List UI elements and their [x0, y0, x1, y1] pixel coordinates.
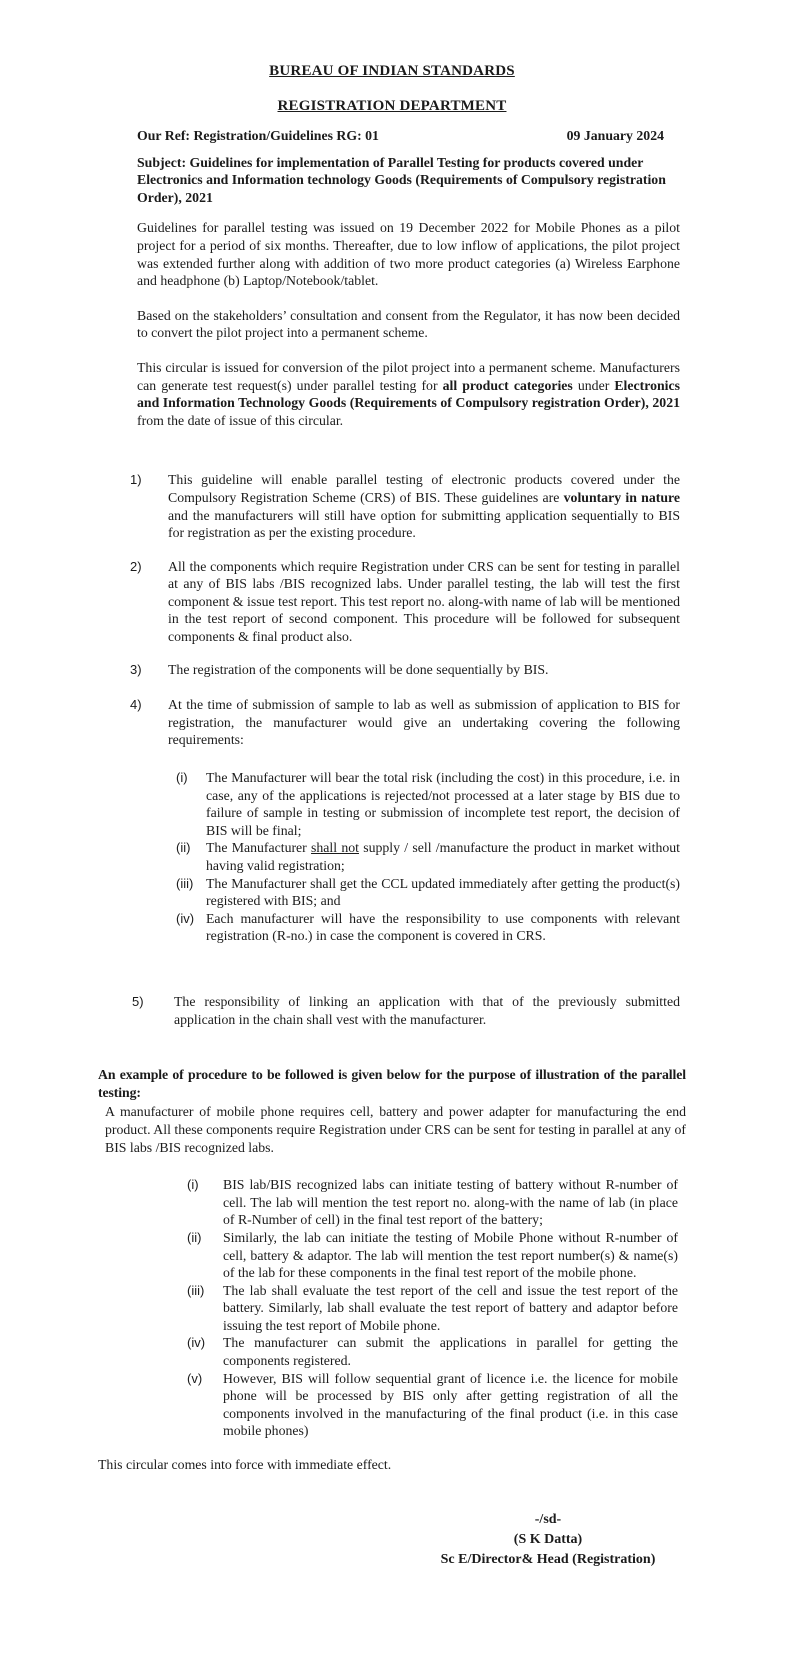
signature-sd: -/sd-: [534, 1511, 562, 1527]
item-number: 3): [130, 661, 142, 677]
reference-row: [137, 127, 664, 145]
item-text: This guideline will enable parallel testing of electronic products covered under the Compulsory Registration Scheme (CRS) of BIS. These guidelines are voluntary in nature and the manufacturers will still have option for submitting application sequentially to BIS for registration as per the existing procedure.: [168, 472, 681, 541]
item-number: 1): [130, 472, 142, 488]
intro-paragraph-1: Guidelines for parallel testing was issued on 19 December 2022 for Mobile Phones as a pilot project for a period of six months. Thereafter, due to low inflow of applications, the pilot project was extended further along with addition of two more product categories (a) Wireless Earphone and headphone (b) Laptop/Notebook/tablet.: [137, 220, 680, 289]
item-number: 4): [130, 697, 142, 713]
item-text: The lab shall evaluate the test report of the cell and issue the test report of the battery. Similarly, lab shall evaluate the test report of battery and adaptor before issuing the test report of Mobile phone.: [223, 1282, 678, 1333]
item-text: The responsibility of linking an application with that of the previously submitted application in the chain shall vest with the manufacturer.: [174, 993, 680, 1027]
item-marker: (iii): [187, 1282, 205, 1298]
example-step-iv: [187, 1334, 678, 1369]
intro-paragraph-3: This circular is issued for conversion of the pilot project into a permanent scheme. Manufacturers can generate test request(s) under parallel testing for all product categories under Electronics and Information Technology Goods (Requirements of Compulsory registration Order), 2021 from the date of issue of this circular.: [137, 359, 681, 428]
item-text: Similarly, the lab can initiate the testing of Mobile Phone without R-number of cell, battery & adaptor. The lab will mention the test report number(s) & name(s) of the lab for these components in the final test report of the mobile phone.: [223, 1229, 678, 1281]
example-step-list: [98, 1176, 686, 1440]
item-text: Each manufacturer will have the responsibility to use components with relevant registration (R-no.) in case the component is covered in CRS.: [206, 910, 680, 944]
item-text: BIS lab/BIS recognized labs can initiate testing of battery without R-number of cell. The lab will mention the test report no. along-with the name of lab (in place of R-Number of cell) in the final test report of the battery;: [223, 1177, 678, 1228]
item-text: The Manufacturer shall get the CCL updated immediately after getting the product(s) registered with BIS; and: [206, 875, 680, 909]
item-text: The registration of the components will be done sequentially by BIS.: [168, 661, 549, 677]
signatory-designation: Sc E/Director& Head (Registration): [440, 1551, 656, 1567]
numbered-item-1: [130, 471, 680, 541]
item-marker: (ii): [176, 840, 191, 856]
item-marker: (iii): [176, 875, 194, 891]
reference-number: Our Ref: Registration/Guidelines RG: 01: [137, 128, 379, 143]
department-title: REGISTRATION DEPARTMENT: [277, 98, 507, 114]
example-step-v: [187, 1370, 678, 1440]
undertaking-item-i: [176, 769, 680, 839]
item-marker: (iv): [187, 1335, 206, 1351]
numbered-item-2: [130, 558, 680, 646]
item-marker: (iv): [176, 910, 195, 926]
closing-statement: This circular comes into force with immediate effect.: [98, 1457, 392, 1473]
item-text: All the components which require Registration under CRS can be sent for testing in parallel at any of BIS labs /BIS recognized labs. Under parallel testing, the lab will test the first component & issue test report. This test report no. along-with name of lab will be mentioned in the test report of second component. This procedure will be followed for subsequent components & final product also.: [168, 558, 680, 645]
item-text: At the time of submission of sample to lab as well as submission of application to BIS for registration, the manufacturer would give an undertaking covering the following requirements:: [168, 697, 680, 748]
numbered-item-5: [132, 993, 680, 1028]
undertaking-item-iv: [176, 910, 680, 945]
item-text: However, BIS will follow sequential grant of licence i.e. the licence for mobile phone will be processed by BIS only after getting registration of all the components involved in the manufacturing of the final product (i.e. in this case mobile phones): [223, 1370, 678, 1439]
org-title: BUREAU OF INDIAN STANDARDS: [269, 63, 515, 79]
example-step-ii: [187, 1229, 678, 1282]
example-step-i: [187, 1176, 678, 1229]
example-heading: An example of procedure to be followed is given below for the purpose of illustration of the parallel testing:: [98, 1067, 686, 1100]
signatory-name: (S K Datta): [513, 1531, 583, 1547]
item-text: The Manufacturer will bear the total risk (including the cost) in this procedure, i.e. in case, any of the applications is rejected/not processed at a later stage by BIS due to failure of sample in testing or submission of incomplete test report, the decision of BIS will be final;: [206, 770, 680, 838]
numbered-item-3: [130, 661, 680, 679]
intro-paragraph-2: Based on the stakeholders’ consultation and consent from the Regulator, it has now been decided to convert the pilot project into a permanent scheme.: [137, 307, 680, 341]
undertaking-item-ii: [176, 839, 680, 874]
example-step-iii: [187, 1282, 678, 1335]
item-number: 2): [130, 558, 142, 574]
item-marker: (ii): [187, 1229, 202, 1245]
item-number: 5): [132, 993, 144, 1009]
example-intro: A manufacturer of mobile phone requires cell, battery and power adapter for manufacturing the end product. All these components require Registration under CRS can be sent for testing in parallel at any of BIS labs /BIS recognized labs.: [105, 1104, 686, 1155]
subject-line: Subject: Guidelines for implementation of Parallel Testing for products covered under Electronics and Information technology Goods (Requirements of Compulsory registration Order), 2021: [137, 154, 670, 205]
item-text: The manufacturer can submit the applications in parallel for getting the components registered.: [223, 1335, 678, 1369]
item-marker: (i): [187, 1177, 199, 1193]
item-marker: (v): [187, 1370, 203, 1386]
item-text: The Manufacturer shall not supply / sell /manufacture the product in market without having valid registration;: [206, 840, 680, 873]
numbered-item-4: [130, 696, 680, 749]
item-marker: (i): [176, 770, 188, 786]
undertaking-item-iii: [176, 875, 680, 910]
undertaking-list: [98, 769, 686, 945]
signature-block: [428, 1510, 668, 1570]
document-date: 09 January 2024: [566, 128, 664, 143]
